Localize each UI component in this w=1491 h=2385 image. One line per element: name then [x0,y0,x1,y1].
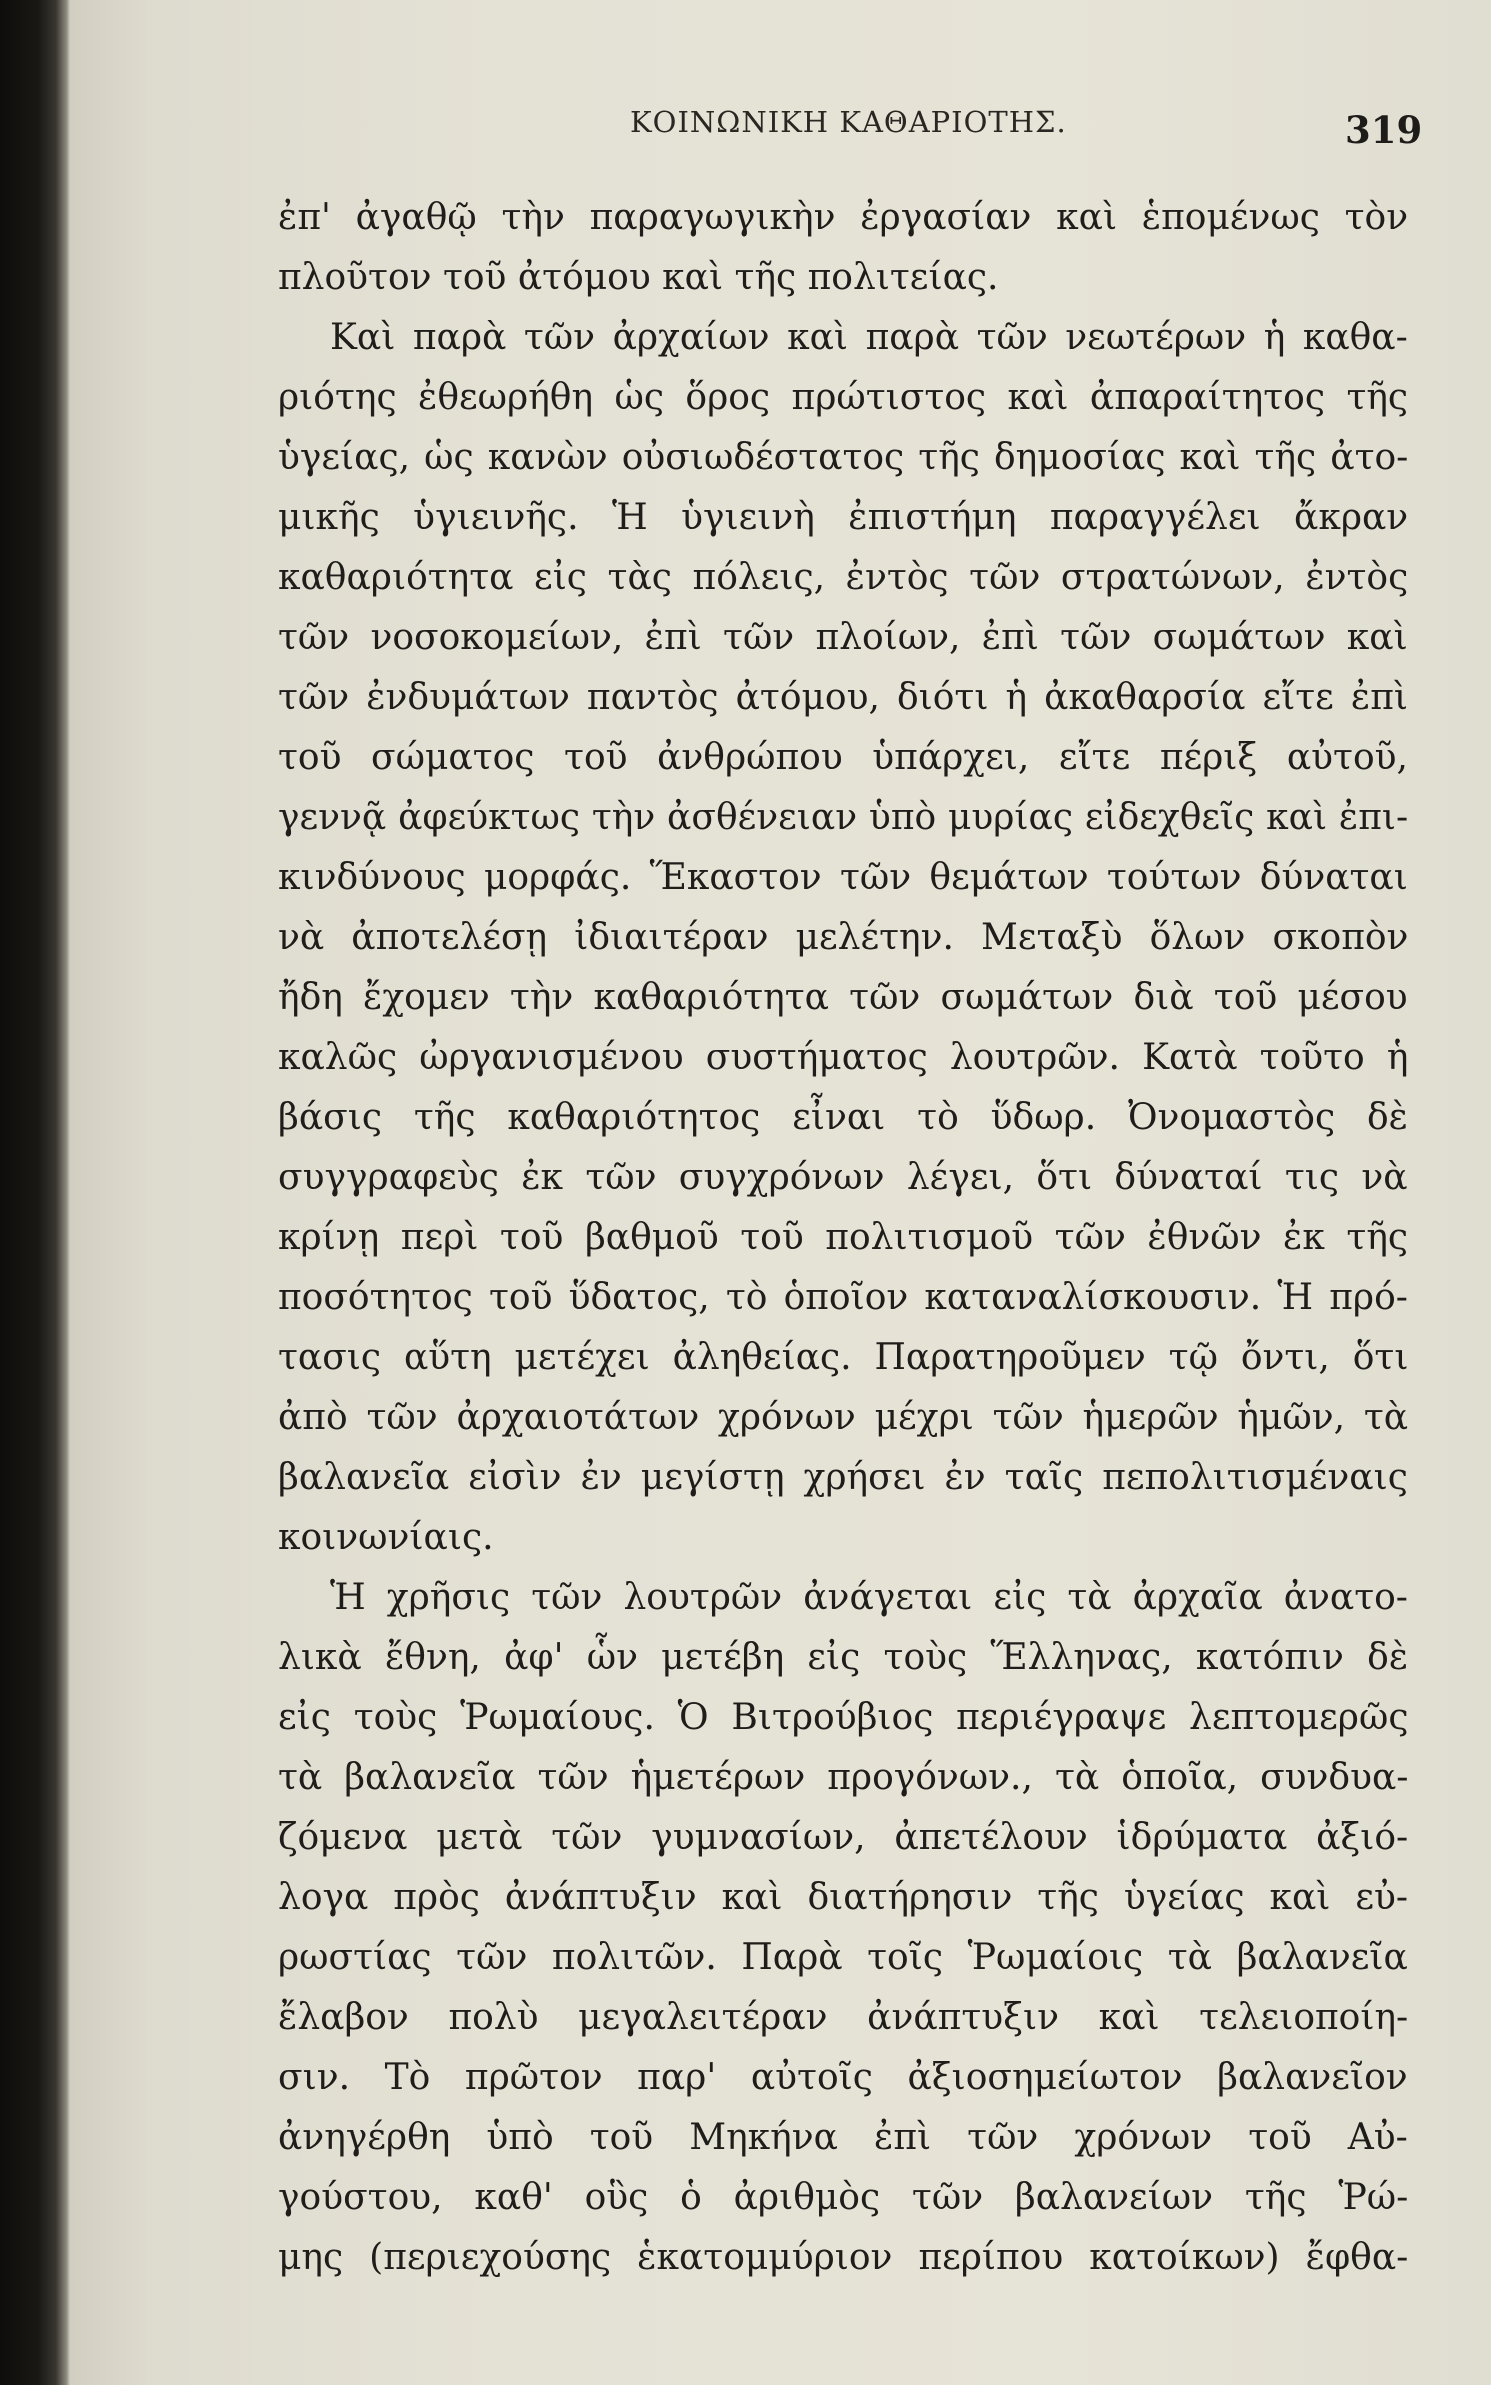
text-line: ζόμενα μετὰ τῶν γυμνασίων, ἀπετέλουν ἱδρύματα ἀξιό- [278,1817,1409,1858]
text-line: συγγραφεὺς ἐκ τῶν συγχρόνων λέγει, ὅτι δύναταί τις νὰ [278,1157,1408,1198]
text-line: τῶν νοσοκομείων, ἐπὶ τῶν πλοίων, ἐπὶ τῶν σωμάτων καὶ [278,617,1408,658]
text-line: λικὰ ἔθνη, ἀφ' ὧν μετέβη εἰς τοὺς Ἕλληνας, κατόπιν δὲ [278,1637,1409,1678]
text-line: μικῆς ὑγιεινῆς. Ἡ ὑγιεινὴ ἐπιστήμη παραγγέλει ἄκραν [278,497,1409,538]
text-line: κινδύνους μορφάς. Ἕκαστον τῶν θεμάτων τούτων δύναται [278,857,1408,898]
text-line: εἰς τοὺς Ῥωμαίους. Ὁ Βιτρούβιος περιέγραψε λεπτομερῶς [278,1697,1409,1738]
text-line: καλῶς ὠργανισμένου συστήματος λουτρῶν. Κατὰ τοῦτο ἡ [278,1037,1409,1078]
book-spine-shadow [0,0,70,2385]
book-page [70,0,1491,2385]
page-number: 319 [1345,108,1423,152]
text-line: κρίνῃ περὶ τοῦ βαθμοῦ τοῦ πολιτισμοῦ τῶν ἐθνῶν ἐκ τῆς [278,1217,1409,1258]
text-line: γούστου, καθ' οὓς ὁ ἀριθμὸς τῶν βαλανείων τῆς Ῥώ- [278,2177,1409,2218]
text-line: τασις αὕτη μετέχει ἀληθείας. Παρατηροῦμεν τῷ ὄντι, ὅτι [278,1337,1409,1378]
text-line: ἔλαβον πολὺ μεγαλειτέραν ἀνάπτυξιν καὶ τελειοποίη- [278,1997,1409,2038]
running-head: ΚΟΙΝΩΝΙΚΗ ΚΑΘΑΡΙΟΤΗΣ. [630,105,1067,139]
body-text [278,188,1408,2288]
text-line: ἀνηγέρθη ὑπὸ τοῦ Μηκήνα ἐπὶ τῶν χρόνων τοῦ Αὐ- [278,2117,1408,2158]
text-line: ριότης ἐθεωρήθη ὡς ὅρος πρώτιστος καὶ ἀπαραίτητος τῆς [278,377,1409,418]
text-line: ἀπὸ τῶν ἀρχαιοτάτων χρόνων μέχρι τῶν ἡμερῶν ἡμῶν, τὰ [278,1397,1409,1438]
text-line: μης (περιεχούσης ἑκατομμύριον περίπου κατοίκων) ἔφθα- [278,2237,1409,2278]
text-line: ἐπ' ἀγαθῷ τὴν παραγωγικὴν ἐργασίαν καὶ ἑπομένως τὸν [278,197,1409,238]
text-line: σιν. Τὸ πρῶτον παρ' αὐτοῖς ἀξιοσημείωτον βαλανεῖον [278,2057,1408,2098]
text-line: ρωστίας τῶν πολιτῶν. Παρὰ τοῖς Ῥωμαίοις τὰ βαλανεῖα [278,1937,1408,1978]
text-line: βαλανεῖα εἰσὶν ἐν μεγίστῃ χρήσει ἐν ταῖς πεπολιτισμέναις [278,1457,1408,1498]
text-line: τῶν ἐνδυμάτων παντὸς ἀτόμου, διότι ἡ ἀκαθαρσία εἴτε ἐπὶ [278,677,1408,718]
text-line: πλοῦτον τοῦ ἀτόμου καὶ τῆς πολιτείας. [278,257,999,298]
text-line: κοινωνίαις. [278,1517,494,1558]
text-line: νὰ ἀποτελέσῃ ἰδιαιτέραν μελέτην. Μεταξὺ ὅλων σκοπὸν [278,917,1409,958]
text-line: ὑγείας, ὡς κανὼν οὐσιωδέστατος τῆς δημοσίας καὶ τῆς ἀτο- [278,437,1409,478]
text-line: βάσις τῆς καθαριότητος εἶναι τὸ ὕδωρ. Ὀνομαστὸς δὲ [278,1097,1408,1138]
text-line: τὰ βαλανεῖα τῶν ἡμετέρων προγόνων., τὰ ὁποῖα, συνδυα- [278,1757,1409,1798]
text-line: Ἡ χρῆσις τῶν λουτρῶν ἀνάγεται εἰς τὰ ἀρχαῖα ἀνατο- [330,1577,1408,1618]
text-line: τοῦ σώματος τοῦ ἀνθρώπου ὑπάρχει, εἴτε πέριξ αὐτοῦ, [278,737,1408,778]
text-line: λογα πρὸς ἀνάπτυξιν καὶ διατήρησιν τῆς ὑγείας καὶ εὐ- [278,1877,1409,1918]
text-line: γεννᾷ ἀφεύκτως τὴν ἀσθένειαν ὑπὸ μυρίας εἰδεχθεῖς καὶ ἐπι- [278,797,1409,838]
text-line: Καὶ παρὰ τῶν ἀρχαίων καὶ παρὰ τῶν νεωτέρων ἡ καθα- [330,317,1408,358]
text-line: ποσότητος τοῦ ὕδατος, τὸ ὁποῖον καταναλίσκουσιν. Ἡ πρό- [278,1277,1408,1318]
text-line: καθαριότητα εἰς τὰς πόλεις, ἐντὸς τῶν στρατώνων, ἐντὸς [278,557,1409,598]
text-line: ἤδη ἔχομεν τὴν καθαριότητα τῶν σωμάτων διὰ τοῦ μέσου [278,977,1408,1018]
